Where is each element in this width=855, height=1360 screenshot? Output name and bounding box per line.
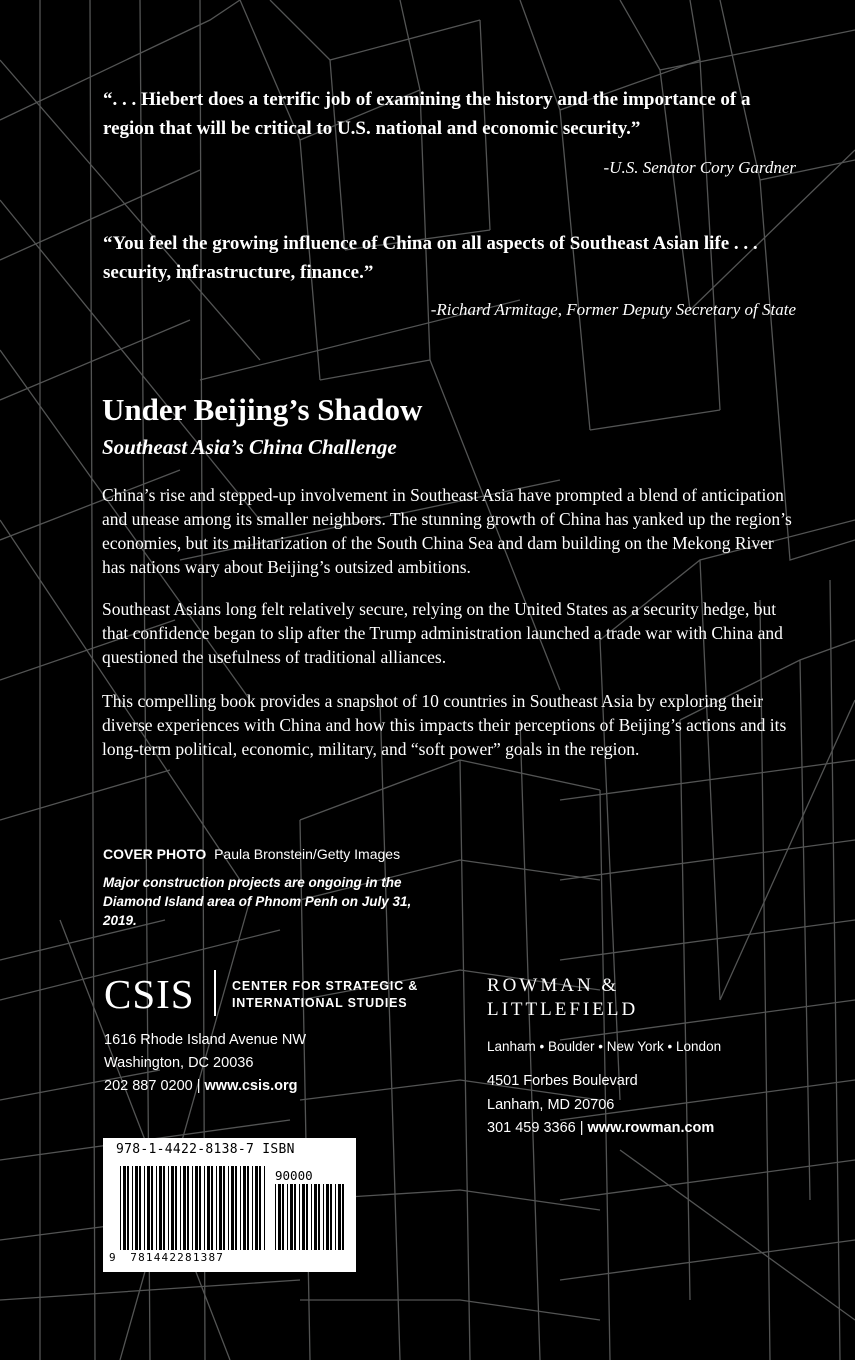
barcode-bar <box>335 1184 336 1250</box>
barcode-bar <box>135 1166 138 1250</box>
barcode-bar <box>259 1166 261 1250</box>
barcode-bar <box>287 1184 288 1250</box>
barcode-bar <box>228 1166 229 1250</box>
barcode-bar <box>168 1166 169 1250</box>
barcode-bar <box>302 1184 305 1250</box>
csis-contact <box>104 1075 306 1098</box>
barcode-bar <box>323 1184 324 1250</box>
price-code: 90000 <box>275 1168 313 1183</box>
barcode-bars-main <box>120 1166 268 1250</box>
isbn-text: 978-1-4422-8138-7 ISBN <box>116 1142 295 1157</box>
barcode-bar <box>123 1166 126 1250</box>
barcode-bar <box>314 1184 317 1250</box>
description-paragraph-3: This compelling book provides a snapshot of 10 countries in Southeast Asia by exploring their diverse experiences with China and how this impacts their perceptions of Beijing’s actions and its long-term political, economic, military, and “soft power” goals in the region. <box>102 691 787 759</box>
barcode-bar <box>151 1166 153 1250</box>
barcode-bar <box>275 1184 276 1250</box>
barcode-bar <box>156 1166 157 1250</box>
barcode-digits <box>109 1251 224 1264</box>
barcode-digit-group: 781442281387 <box>130 1251 225 1264</box>
rowman-contact <box>487 1117 714 1141</box>
barcode-bar <box>144 1166 145 1250</box>
book-subtitle: Southeast Asia’s China Challenge <box>102 435 397 459</box>
cover-photo-credit <box>103 843 443 865</box>
review-quote-2-author: -Richard Armitage, Former Deputy Secretary of State <box>430 300 796 319</box>
review-quote-1: “. . . Hiebert does a terrific job of examining the history and the importance of a region that will be critical to U.S. national and economic security.” <box>103 89 751 139</box>
csis-address <box>104 1029 306 1098</box>
barcode-bar <box>120 1166 121 1250</box>
barcode-bar <box>132 1166 133 1250</box>
barcode-bar <box>127 1166 129 1250</box>
barcode-bar <box>219 1166 222 1250</box>
rowman-cities: Lanham • Boulder • New York • London <box>487 1039 722 1054</box>
rowman-address-line-1: 4501 Forbes Boulevard <box>487 1073 638 1089</box>
barcode-bar <box>342 1184 344 1250</box>
barcode-bar <box>192 1166 193 1250</box>
barcode-bar <box>199 1166 201 1250</box>
barcode-bar <box>306 1184 308 1250</box>
barcode-bar <box>159 1166 162 1250</box>
barcode-bar <box>290 1184 293 1250</box>
rowman-phone: 301 459 3366 <box>487 1120 576 1136</box>
rowman-littlefield-logo <box>487 974 638 1022</box>
barcode-bar <box>204 1166 205 1250</box>
barcode-bar <box>171 1166 174 1250</box>
barcode-bar <box>207 1166 210 1250</box>
barcode-bar <box>195 1166 198 1250</box>
barcode-bar <box>264 1166 265 1250</box>
csis-address-line-2: Washington, DC 20036 <box>104 1055 254 1071</box>
cover-photo-label: COVER PHOTO <box>103 846 207 862</box>
rowman-website-link[interactable]: www.rowman.com <box>587 1120 715 1136</box>
rowman-address <box>487 1070 714 1141</box>
csis-separator: | <box>192 1078 205 1094</box>
barcode-bar <box>216 1166 217 1250</box>
barcode-bar <box>318 1184 320 1250</box>
barcode-bar <box>311 1184 312 1250</box>
csis-address-line-1: 1616 Rhode Island Avenue NW <box>104 1032 307 1048</box>
csis-name-line-2: INTERNATIONAL STUDIES <box>232 996 408 1010</box>
barcode-bar <box>235 1166 237 1250</box>
barcode-bar <box>163 1166 165 1250</box>
review-quote-1-author: -U.S. Senator Cory Gardner <box>603 158 796 177</box>
isbn-barcode <box>103 1138 356 1272</box>
barcode-bar <box>231 1166 234 1250</box>
description-paragraph-2: Southeast Asians long felt relatively secure, relying on the United States as a security hedge, but that confidence began to slip after the Trump administration launched a trade war with China and questioned the usefulness of traditional alliances. <box>102 599 783 667</box>
book-title: Under Beijing’s Shadow <box>102 392 423 427</box>
barcode-bar <box>243 1166 246 1250</box>
rowman-separator: | <box>575 1120 588 1136</box>
csis-logo: CSIS <box>104 971 195 1017</box>
barcode-bar <box>282 1184 284 1250</box>
csis-website-link[interactable]: www.csis.org <box>204 1078 298 1094</box>
rowman-address-line-2: Lanham, MD 20706 <box>487 1096 615 1113</box>
barcode-bar <box>252 1166 253 1250</box>
barcode-digit-prefix: 9 <box>109 1251 116 1264</box>
barcode-bar <box>223 1166 225 1250</box>
barcode-bar <box>326 1184 329 1250</box>
barcode-bar <box>147 1166 150 1250</box>
barcode-bar <box>180 1166 181 1250</box>
rowman-logo-line-1: ROWMAN & <box>487 975 620 996</box>
barcode-bar <box>211 1166 213 1250</box>
barcode-bar <box>330 1184 332 1250</box>
barcode-bar <box>294 1184 296 1250</box>
barcode-bar <box>240 1166 241 1250</box>
barcode-bars-addon <box>275 1184 349 1250</box>
barcode-bar <box>175 1166 177 1250</box>
barcode-bar <box>187 1166 189 1250</box>
description-paragraph-1: China’s rise and stepped-up involvement in Southeast Asia have prompted a blend of anticipation and unease among its smaller neighbors. The stunning growth of China has yanked up the region’s economies, but its militarization of the South China Sea and dam building on the Mekong River has nations wary about Beijing’s outsized ambitions. <box>102 485 792 577</box>
csis-logo-divider <box>214 970 216 1016</box>
review-quote-2: “You feel the growing influence of China on all aspects of Southeast Asian life . . . security, infrastructure, finance.” <box>103 233 758 283</box>
barcode-bar <box>338 1184 341 1250</box>
barcode-bar <box>247 1166 249 1250</box>
csis-full-name <box>232 978 418 1012</box>
csis-phone: 202 887 0200 <box>104 1078 193 1094</box>
barcode-bar <box>255 1166 258 1250</box>
barcode-bar <box>299 1184 300 1250</box>
barcode-bar <box>139 1166 141 1250</box>
rowman-logo-line-2: LITTLEFIELD <box>487 999 639 1020</box>
cover-photo-credit-text: Paula Bronstein/Getty Images <box>214 846 401 862</box>
csis-name-line-1: CENTER FOR STRATEGIC & <box>232 979 419 993</box>
barcode-bar <box>183 1166 186 1250</box>
barcode-bar <box>278 1184 281 1250</box>
cover-photo-caption: Major construction projects are ongoing in the Diamond Island area of Phnom Penh on July 31, 2019. <box>103 875 412 928</box>
